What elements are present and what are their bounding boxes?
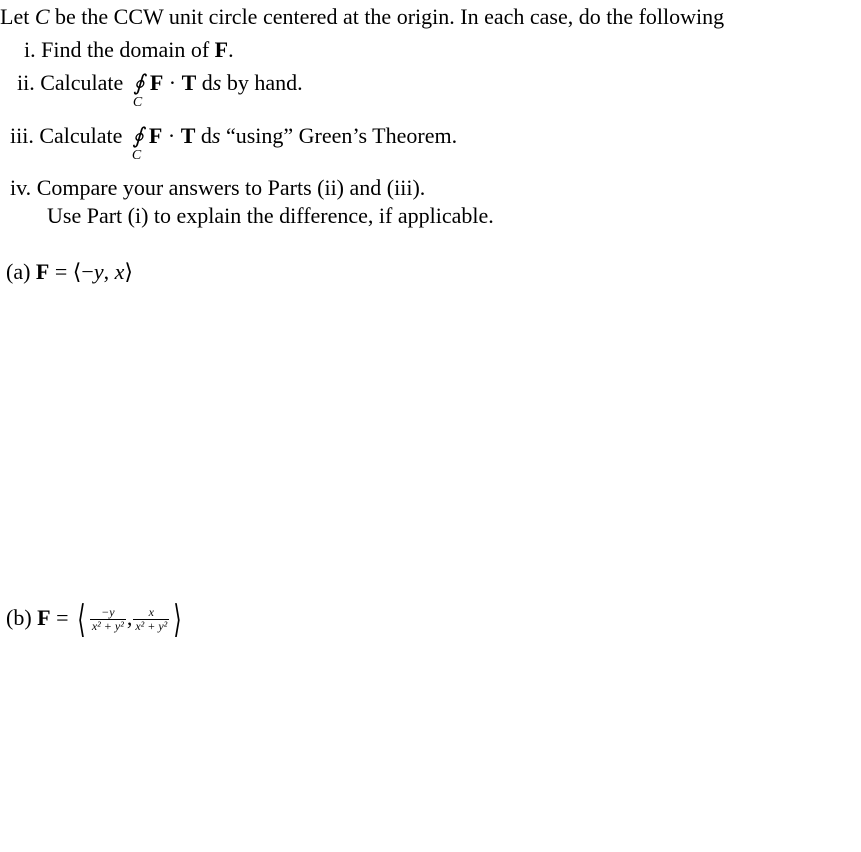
fraction-1-numerator: −y <box>90 606 126 620</box>
fraction-2-numerator: x <box>133 606 169 620</box>
step-iii <box>10 123 458 163</box>
part-a-label: (a) <box>6 259 31 284</box>
part-a-vector-f: F <box>35 259 50 284</box>
step-iii-contour-integral <box>130 123 146 163</box>
var-x: x <box>114 259 125 284</box>
fraction-1-denominator: x² + y² <box>91 619 124 634</box>
step-ii <box>17 70 303 110</box>
part-b <box>6 598 185 640</box>
step-iv-continuation <box>47 205 494 227</box>
arc-length-s: s <box>211 123 221 148</box>
intro-text-start: Let <box>0 4 35 29</box>
arc-length-s: s <box>212 70 222 95</box>
contour-integral-symbol: ∮ <box>132 123 144 148</box>
dot-operator: · <box>163 70 182 95</box>
comma: , <box>103 259 115 284</box>
step-iii-number: iii. <box>10 123 34 148</box>
differential-d: d <box>195 123 212 148</box>
step-ii-vector-f: F <box>149 70 164 95</box>
step-iii-post: “using” Green’s Theorem. <box>220 123 458 148</box>
step-ii-number: ii. <box>17 70 35 95</box>
step-ii-contour-integral <box>131 70 147 110</box>
open-angle-bracket: ⟨ <box>77 598 86 641</box>
differential-d: d <box>196 70 213 95</box>
var-y: y <box>93 259 104 284</box>
step-i-period: . <box>228 37 234 62</box>
equals-sign: = <box>50 605 75 630</box>
step-iv <box>10 177 425 199</box>
step-ii-post: by hand. <box>221 70 303 95</box>
step-ii-vector-t: T <box>181 70 197 95</box>
minus-sign: − <box>81 259 94 284</box>
curve-symbol: C <box>34 4 50 29</box>
step-iii-pre: Calculate <box>39 123 128 148</box>
part-a <box>6 261 133 283</box>
step-i-vector-f: F <box>214 37 229 62</box>
step-iv-number: iv. <box>10 175 32 200</box>
close-angle-bracket: ⟩ <box>173 598 182 641</box>
part-b-vector-f: F <box>37 605 51 630</box>
fraction-1 <box>90 606 126 633</box>
step-iii-vector-t: T <box>180 123 196 148</box>
contour-integral-symbol: ∮ <box>133 70 145 95</box>
step-iv-line-1: Compare your answers to Parts (ii) and (iii). <box>36 175 426 200</box>
integral-subscript: C <box>131 148 142 163</box>
close-angle-bracket: ⟩ <box>124 259 133 284</box>
step-i <box>24 39 234 61</box>
integral-subscript: C <box>132 95 143 110</box>
intro-text-end: be the CCW unit circle centered at the origin. In each case, do the following <box>49 4 725 29</box>
intro-line <box>0 6 724 28</box>
step-i-number: i. <box>24 37 36 62</box>
equals-sign: = <box>49 259 73 284</box>
step-iii-vector-f: F <box>148 123 163 148</box>
fraction-2 <box>133 606 169 633</box>
dot-operator: · <box>162 123 181 148</box>
part-b-label: (b) <box>6 605 32 630</box>
step-i-text: Find the domain of <box>41 37 215 62</box>
step-iv-line-2: Use Part (i) to explain the difference, if applicable. <box>47 203 494 228</box>
step-ii-pre: Calculate <box>40 70 129 95</box>
fraction-2-denominator: x² + y² <box>135 619 168 634</box>
comma: , <box>126 605 133 630</box>
open-angle-bracket: ⟨ <box>72 259 82 284</box>
